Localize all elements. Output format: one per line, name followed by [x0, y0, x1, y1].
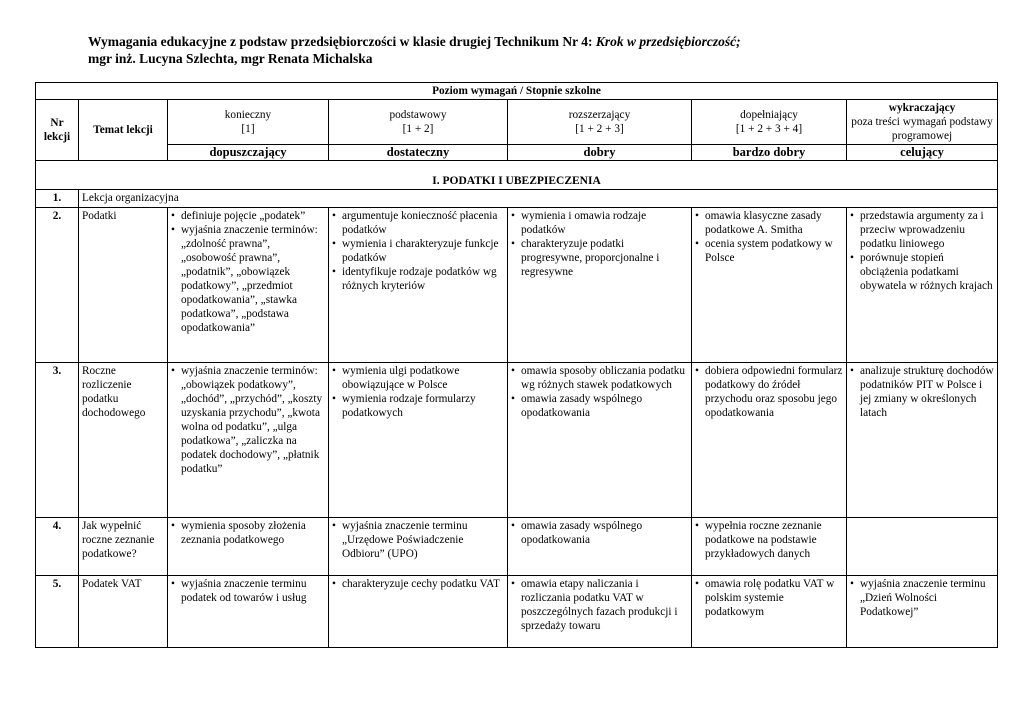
requirement-item: • wymienia ulgi podatkowe obowiązujące w Polsce [332, 364, 504, 392]
requirement-item: • dobiera odpowiedni formularz podatkowy do źródeł przychodu oraz sposobu jego opodatkowania [695, 364, 843, 420]
requirement-cell [168, 517, 329, 575]
requirement-item: • charakteryzuje cechy podatku VAT [332, 577, 504, 591]
requirements-table [35, 82, 998, 648]
requirement-cell [692, 517, 847, 575]
requirement-cell [168, 362, 329, 517]
requirement-item: • przedstawia argumenty za i przeciw wprowadzeniu podatku liniowego [850, 209, 994, 251]
requirement-item: • wyjaśnia znaczenie terminu podatek od towarów i usług [171, 577, 325, 605]
topic-header: Temat lekcji [79, 100, 168, 161]
level-konieczny: konieczny [1] [168, 100, 329, 145]
lesson-topic: Podatki [79, 207, 168, 362]
requirement-item: • wyjaśnia znaczenie terminu „Dzień Wolności Podatkowej” [850, 577, 994, 619]
table-row [36, 362, 998, 517]
lesson-topic: Jak wypełnić roczne zeznanie podatkowe? [79, 517, 168, 575]
requirement-cell [329, 362, 508, 517]
requirement-item: • wymienia i omawia rodzaje podatków [511, 209, 688, 237]
requirement-item: • charakteryzuje podatki progresywne, proporcjonalne i regresywne [511, 237, 688, 279]
nr-header: Nr lekcji [36, 100, 79, 161]
requirement-item: • wyjaśnia znaczenie terminów: „zdolność prawna”, „osobowość prawna”, „podatnik”, „obowiązek podatkowy”, „przedmiot opodatkowania”, „stawka podatkowa”, „podstawa opodatkowania” [171, 223, 325, 335]
requirement-cell [168, 575, 329, 647]
section-heading: I. PODATKI I UBEZPIECZENIA [36, 173, 998, 190]
spacer [36, 161, 998, 173]
requirement-cell [168, 207, 329, 362]
lesson-number: 4. [36, 517, 79, 575]
requirement-item: • wyjaśnia znaczenie terminu „Urzędowe Poświadczenie Odbioru” (UPO) [332, 519, 504, 561]
grade-dostateczny: dostateczny [329, 145, 508, 161]
table-row [36, 575, 998, 647]
requirement-item: • omawia klasyczne zasady podatkowe A. Smitha [695, 209, 843, 237]
title-line2: mgr inż. Lucyna Szlechta, mgr Renata Michalska [88, 51, 373, 66]
lesson-number: 1. [36, 189, 79, 207]
level-header: Poziom wymagań / Stopnie szkolne [36, 83, 998, 100]
level-wykraczajacy: wykraczający poza treści wymagań podstawy programowej [847, 100, 998, 145]
grade-celujacy: celujący [847, 145, 998, 161]
requirement-cell [847, 575, 998, 647]
grade-dopuszczajacy: dopuszczający [168, 145, 329, 161]
requirement-item: • ocenia system podatkowy w Polsce [695, 237, 843, 265]
document-title [88, 33, 988, 67]
requirement-cell [329, 575, 508, 647]
table-row [36, 189, 998, 207]
requirement-cell [847, 362, 998, 517]
requirement-item: • wymienia rodzaje formularzy podatkowych [332, 392, 504, 420]
requirement-item: • wypełnia roczne zeznanie podatkowe na podstawie przykładowych danych [695, 519, 843, 561]
requirement-cell [508, 575, 692, 647]
lesson-number: 2. [36, 207, 79, 362]
level-podstawowy: podstawowy [1 + 2] [329, 100, 508, 145]
requirement-item: • analizuje strukturę dochodów podatników PIT w Polsce i jej zmiany w określonych latach [850, 364, 994, 420]
requirement-item: • definiuje pojęcie „podatek” [171, 209, 325, 223]
requirement-item: • wymienia sposoby złożenia zeznania podatkowego [171, 519, 325, 547]
table-row [36, 207, 998, 362]
requirement-cell [692, 575, 847, 647]
requirement-cell [508, 362, 692, 517]
requirement-item: • omawia sposoby obliczania podatku wg różnych stawek podatkowych [511, 364, 688, 392]
lesson-topic: Lekcja organizacyjna [79, 189, 998, 207]
requirement-cell [329, 207, 508, 362]
requirement-cell [847, 207, 998, 362]
requirement-item: • argumentuje konieczność płacenia podatków [332, 209, 504, 237]
requirement-item: • wymienia i charakteryzuje funkcje podatków [332, 237, 504, 265]
requirement-item: • omawia rolę podatku VAT w polskim systemie podatkowym [695, 577, 843, 619]
requirement-cell [847, 517, 998, 575]
level-dopelniajacy: dopełniający [1 + 2 + 3 + 4] [692, 100, 847, 145]
requirement-cell [508, 517, 692, 575]
table-row [36, 517, 998, 575]
title-line1-italic: Krok w przedsiębiorczość; [595, 34, 741, 49]
lesson-number: 3. [36, 362, 79, 517]
grade-bardzo-dobry: bardzo dobry [692, 145, 847, 161]
requirement-item: • porównuje stopień obciążenia podatkami obywatela w różnych krajach [850, 251, 994, 293]
lesson-topic: Podatek VAT [79, 575, 168, 647]
requirement-item: • omawia etapy naliczania i rozliczania podatku VAT w poszczególnych fazach produkcji i sprzedaży towaru [511, 577, 688, 633]
requirement-cell [508, 207, 692, 362]
level-rozszerzajacy: rozszerzający [1 + 2 + 3] [508, 100, 692, 145]
grade-dobry: dobry [508, 145, 692, 161]
requirement-cell [692, 362, 847, 517]
requirement-item: • omawia zasady wspólnego opodatkowania [511, 519, 688, 547]
requirement-cell [329, 517, 508, 575]
requirement-item: • wyjaśnia znaczenie terminów: „obowiązek podatkowy”, „dochód”, „przychód”, „koszty uzyskania przychodu”, „kwota wolna od podatku”, „ulga podatkowa”, „zaliczka na podatek dochodowy”, „płatnik podatku” [171, 364, 325, 476]
lesson-number: 5. [36, 575, 79, 647]
requirement-cell [692, 207, 847, 362]
title-line1: Wymagania edukacyjne z podstaw przedsiębiorczości w klasie drugiej Technikum Nr 4: [88, 34, 596, 49]
lesson-topic: Roczne rozliczenie podatku dochodowego [79, 362, 168, 517]
requirement-item: • omawia zasady wspólnego opodatkowania [511, 392, 688, 420]
requirement-item: • identyfikuje rodzaje podatków wg różnych kryteriów [332, 265, 504, 293]
